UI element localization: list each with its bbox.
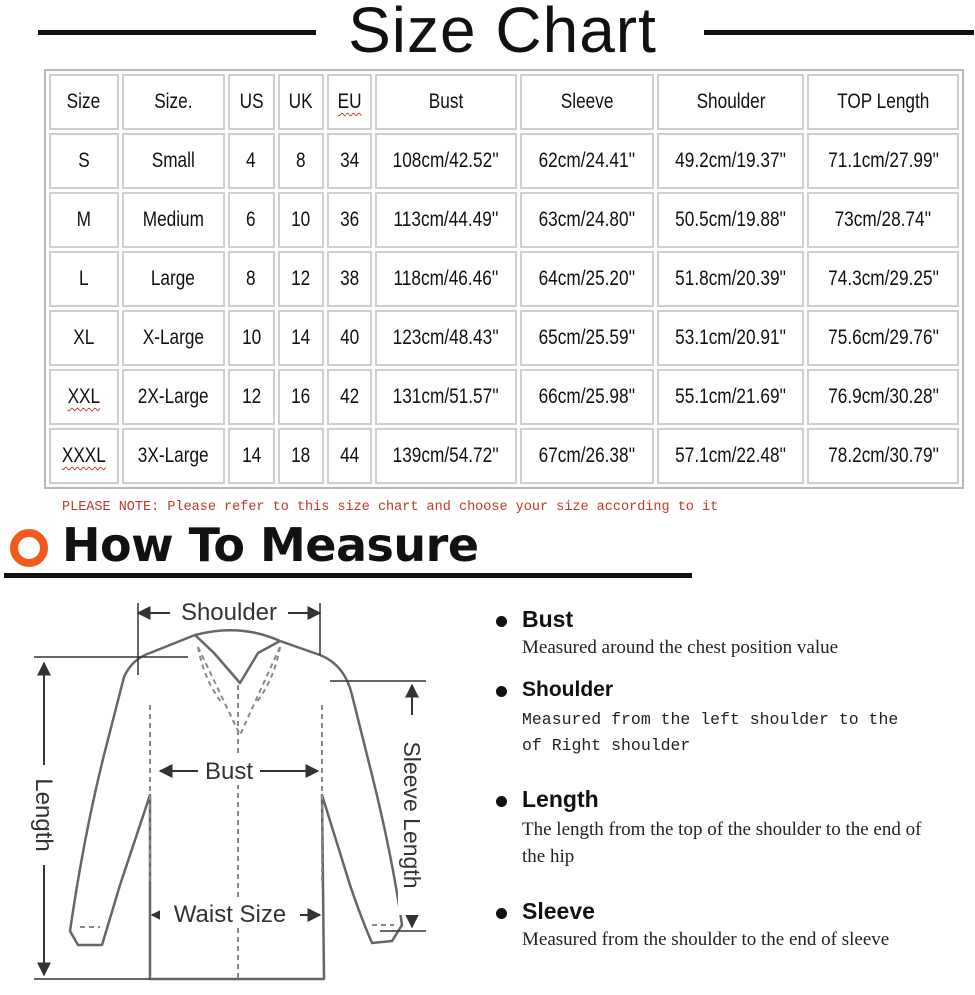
table-cell: 50.5cm/19.88''	[657, 192, 805, 248]
table-row	[49, 192, 959, 248]
size-note: PLEASE NOTE: Please refer to this size chart and choose your size according to it	[62, 500, 719, 515]
legend-label: Length	[522, 786, 599, 812]
table-cell: 75.6cm/29.76''	[807, 310, 959, 366]
table-cell: 65cm/25.59''	[520, 310, 654, 366]
table-cell: 74.3cm/29.25''	[807, 251, 959, 307]
bust-measure	[160, 757, 318, 785]
table-cell: 4	[228, 133, 274, 189]
table-cell: S	[49, 133, 119, 189]
title-rule-left	[38, 30, 316, 35]
table-cell: 55.1cm/21.69''	[657, 369, 805, 425]
shirt-diagram-svg	[0, 585, 470, 990]
legend-label: Sleeve	[522, 898, 595, 924]
length-measure	[30, 657, 188, 979]
table-cell: 34	[327, 133, 372, 189]
table-row	[49, 251, 959, 307]
table-cell: 139cm/54.72''	[375, 428, 518, 484]
section-title: How To Measure	[62, 518, 479, 572]
table-cell: XL	[49, 310, 119, 366]
legend-desc: Measured from the shoulder to the end of sleeve	[522, 929, 890, 950]
table-cell: 18	[278, 428, 324, 484]
table-cell: 16	[278, 369, 324, 425]
table-cell: 8	[278, 133, 324, 189]
table-cell: 63cm/24.80''	[520, 192, 654, 248]
header-cell: EU	[327, 74, 372, 130]
table-cell: L	[49, 251, 119, 307]
table-cell: 38	[327, 251, 372, 307]
table-cell: 10	[228, 310, 274, 366]
page-title: Size Chart	[348, 0, 657, 66]
section-rule	[4, 573, 692, 578]
table-row	[49, 428, 959, 484]
size-table	[44, 69, 964, 489]
table-cell: 10	[278, 192, 324, 248]
header-cell: TOP Length	[807, 74, 959, 130]
header-cell: US	[228, 74, 274, 130]
table-cell: 64cm/25.20''	[520, 251, 654, 307]
table-cell: 8	[228, 251, 274, 307]
legend-desc: The length from the top of the shoulder to the end of the hip	[522, 819, 922, 867]
table-cell: 73cm/28.74''	[807, 192, 959, 248]
legend-label: Bust	[522, 606, 574, 632]
bust-label: Bust	[204, 758, 254, 785]
table-cell: 49.2cm/19.37''	[657, 133, 805, 189]
header-cell: UK	[278, 74, 324, 130]
table-cell: 57.1cm/22.48''	[657, 428, 805, 484]
table-cell: Medium	[122, 192, 225, 248]
bullet-icon	[496, 796, 507, 807]
table-cell: 40	[327, 310, 372, 366]
table-row	[49, 369, 959, 425]
table-cell: 71.1cm/27.99''	[807, 133, 959, 189]
table-cell: 12	[228, 369, 274, 425]
table-cell: Large	[122, 251, 225, 307]
size-chart-header	[0, 0, 975, 66]
table-cell: Small	[122, 133, 225, 189]
waist-measure	[152, 897, 320, 928]
table-cell: 12	[278, 251, 324, 307]
table-cell: 62cm/24.41''	[520, 133, 654, 189]
sleeve-length-label: Sleeve Length	[399, 741, 425, 889]
table-cell: XXXL	[49, 428, 119, 484]
bullet-icon	[496, 908, 507, 919]
table-cell: 113cm/44.49''	[375, 192, 518, 248]
table-cell: 108cm/42.52''	[375, 133, 518, 189]
table-cell: 118cm/46.46''	[375, 251, 518, 307]
header-cell: Sleeve	[520, 74, 654, 130]
shirt-seams	[80, 647, 394, 979]
legend-desc: Measured around the chest position value	[522, 637, 839, 658]
legend-label: Shoulder	[522, 678, 614, 701]
bullet-icon	[496, 616, 507, 627]
shirt-measure-diagram	[0, 585, 470, 990]
table-cell: 44	[327, 428, 372, 484]
table-row	[49, 310, 959, 366]
table-cell: 51.8cm/20.39''	[657, 251, 805, 307]
table-cell: 2X-Large	[122, 369, 225, 425]
bullet-icon	[496, 686, 507, 697]
table-cell: 76.9cm/30.28''	[807, 369, 959, 425]
table-cell: 6	[228, 192, 274, 248]
table-cell: XXL	[49, 369, 119, 425]
table-cell: 67cm/26.38''	[520, 428, 654, 484]
table-cell: X-Large	[122, 310, 225, 366]
table-cell: 66cm/25.98''	[520, 369, 654, 425]
header-cell: Shoulder	[657, 74, 805, 130]
sleeve-measure	[330, 681, 426, 931]
table-cell: 14	[278, 310, 324, 366]
orange-ring-icon	[10, 529, 48, 567]
length-label: Length	[30, 778, 57, 852]
shoulder-label: Shoulder	[180, 599, 278, 626]
shoulder-measure	[138, 597, 320, 675]
how-to-measure-header	[4, 515, 704, 585]
header-cell: Bust	[375, 74, 518, 130]
table-cell: 53.1cm/20.91''	[657, 310, 805, 366]
table-cell: 3X-Large	[122, 428, 225, 484]
table-cell: 78.2cm/30.79''	[807, 428, 959, 484]
table-cell: 14	[228, 428, 274, 484]
table-header-row	[49, 74, 959, 130]
table-cell: 36	[327, 192, 372, 248]
table-cell: 123cm/48.43''	[375, 310, 518, 366]
header-cell: Size	[49, 74, 119, 130]
waist-label: Waist Size	[173, 901, 287, 928]
header-cell: Size.	[122, 74, 225, 130]
title-rule-right	[704, 30, 974, 35]
table-cell: M	[49, 192, 119, 248]
table-row	[49, 133, 959, 189]
table-cell: 42	[327, 369, 372, 425]
table-cell: 131cm/51.57''	[375, 369, 518, 425]
legend-desc: Measured from the left shoulder to the of Right shoulder	[522, 710, 899, 755]
